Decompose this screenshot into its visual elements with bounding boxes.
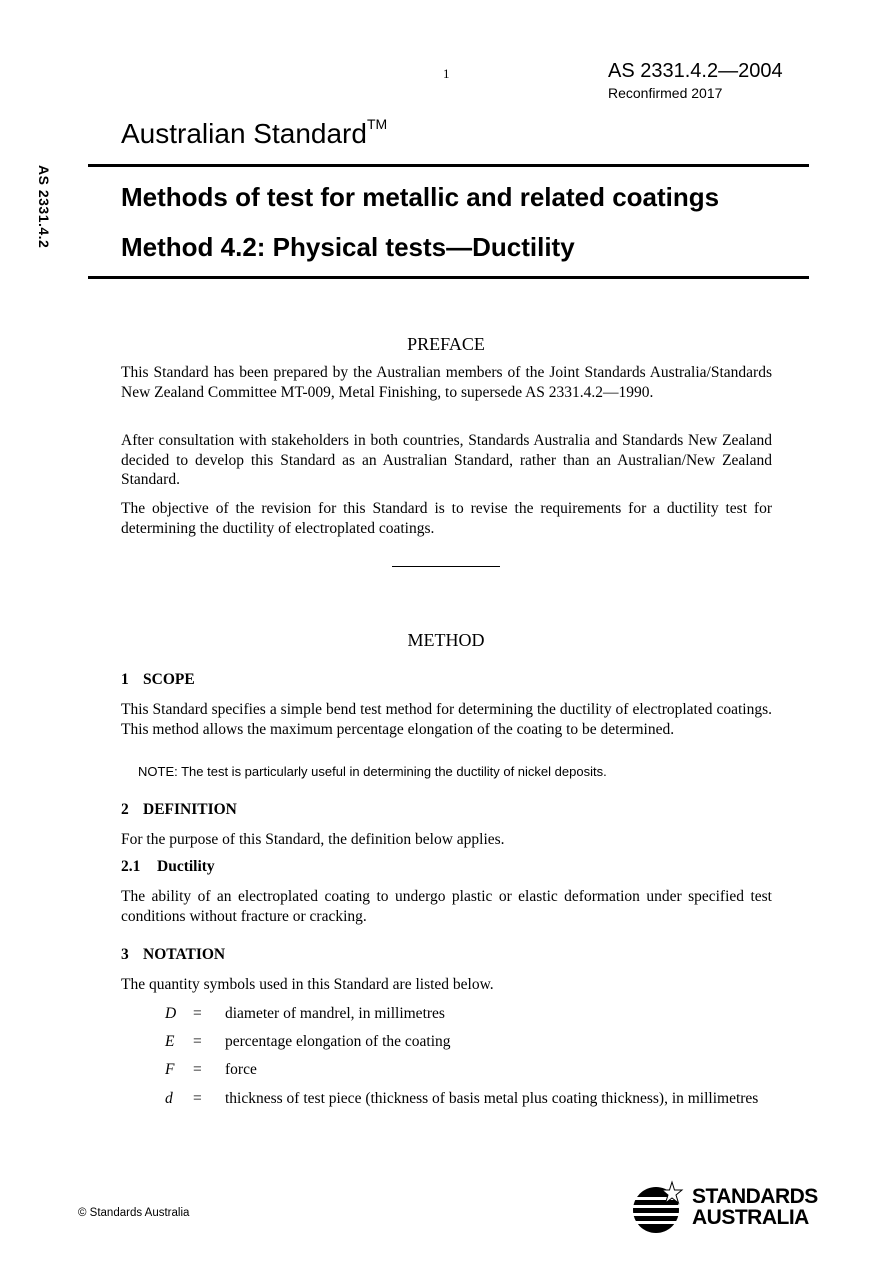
section-heading-scope xyxy=(121,671,195,689)
logo-line-1: STANDARDS xyxy=(692,1185,818,1208)
symbol-definition: diameter of mandrel, in millimetres xyxy=(225,1005,445,1022)
document-subtitle: Method 4.2: Physical tests—Ductility xyxy=(121,232,575,262)
symbol: E xyxy=(165,1033,175,1050)
method-heading: METHOD xyxy=(407,630,485,650)
brand-heading xyxy=(121,118,387,150)
reconfirmed-date: Reconfirmed 2017 xyxy=(608,85,723,101)
brand-text: Australian Standard xyxy=(121,118,367,149)
equals-sign: = xyxy=(193,1061,202,1078)
section-number: 2.1 xyxy=(121,858,141,875)
section-title: NOTATION xyxy=(143,946,226,963)
scope-note: NOTE: The test is particularly useful in determining the ductility of nickel deposits. xyxy=(138,764,607,779)
section-heading-notation xyxy=(121,946,225,964)
notation-paragraph: The quantity symbols used in this Standard are listed below. xyxy=(121,976,494,993)
symbol: F xyxy=(165,1061,175,1078)
section-title: DEFINITION xyxy=(143,801,237,818)
subsection-heading-ductility xyxy=(121,858,215,876)
preface-paragraph: This Standard has been prepared by the Australian members of the Joint Standards Australia/Standards New Zealand Committee MT-009, Metal Finishing, to supersede AS 2331.4.2—1990. xyxy=(121,364,772,401)
section-number: 1 xyxy=(121,671,129,688)
document-title: Methods of test for metallic and related coatings xyxy=(121,182,720,212)
ductility-definition: The ability of an electroplated coating to undergo plastic or elastic deformation under specified test conditions without fracture or cracking. xyxy=(121,888,772,925)
copyright-notice: © Standards Australia xyxy=(78,1207,190,1219)
preface-heading: PREFACE xyxy=(407,334,485,354)
logo-line-2: AUSTRALIA xyxy=(692,1206,809,1229)
symbol-definition: percentage elongation of the coating xyxy=(225,1033,451,1050)
section-number: 3 xyxy=(121,946,129,963)
section-title: SCOPE xyxy=(143,671,195,688)
equals-sign: = xyxy=(193,1005,202,1022)
symbol-definition: thickness of test piece (thickness of basis metal plus coating thickness), in millimetres xyxy=(225,1090,759,1107)
title-rule-bottom xyxy=(88,276,809,279)
document-id: AS 2331.4.2—2004 xyxy=(608,60,783,82)
logo-wordmark xyxy=(692,1186,818,1228)
definition-paragraph: For the purpose of this Standard, the definition below applies. xyxy=(121,831,505,848)
equals-sign: = xyxy=(193,1033,202,1050)
symbol: d xyxy=(165,1090,173,1107)
preface-paragraph: The objective of the revision for this Standard is to revise the requirements for a ductility test for determining the ductility of electroplated coatings. xyxy=(121,500,772,537)
starburst-globe-icon xyxy=(632,1180,684,1236)
section-number: 2 xyxy=(121,801,129,818)
equals-sign: = xyxy=(193,1090,202,1107)
trademark-mark: TM xyxy=(366,116,388,132)
scope-paragraph: This Standard specifies a simple bend test method for determining the ductility of electroplated coatings. This method allows the maximum percentage elongation of the coating to be determined. xyxy=(121,701,772,738)
title-rule-top xyxy=(88,164,809,167)
symbol: D xyxy=(165,1005,177,1022)
page-number: 1 xyxy=(443,66,450,81)
side-document-id: AS 2331.4.2 xyxy=(36,165,52,249)
section-title: Ductility xyxy=(157,858,215,875)
section-heading-definition xyxy=(121,801,237,819)
preface-paragraph: After consultation with stakeholders in both countries, Standards Australia and Standards New Zealand decided to develop this Standard as an Australian Standard, rather than an Australian/New Zealand Standard. xyxy=(121,432,772,488)
symbol-definition: force xyxy=(225,1061,257,1078)
section-divider xyxy=(392,566,500,567)
standards-australia-logo xyxy=(632,1180,822,1240)
